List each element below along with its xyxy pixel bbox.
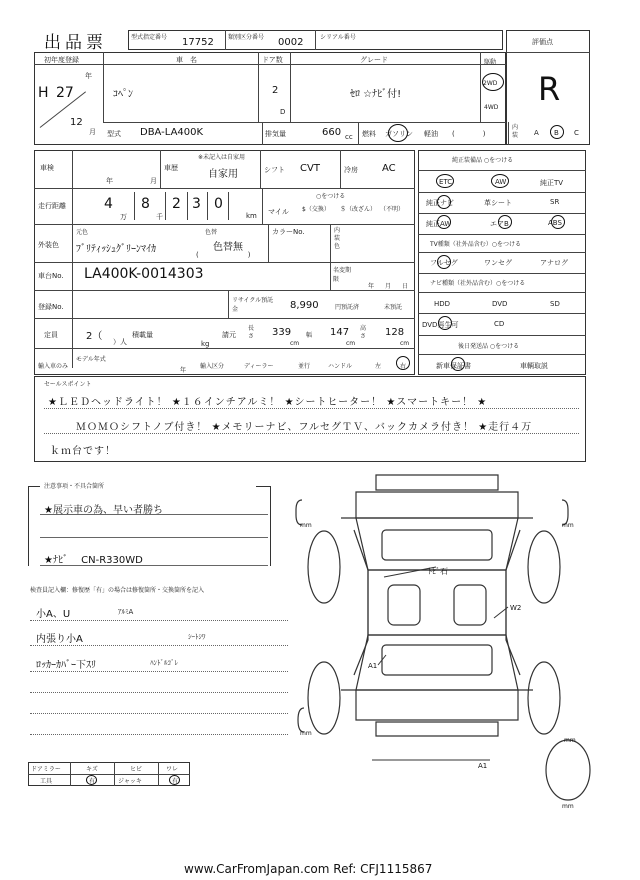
- first-reg-year: 27: [56, 85, 74, 101]
- tv-title: TV種類（社外品含む）○をつける: [430, 241, 522, 248]
- int-c: C: [574, 129, 579, 137]
- acc-mirror: ドアミラー: [31, 766, 61, 773]
- name-change-month: 月: [385, 283, 392, 290]
- model-year-unit: 年: [180, 367, 187, 374]
- drive-label: 駆動: [484, 59, 497, 66]
- navi-dvd-play: DVD再生可: [422, 321, 459, 329]
- recycle-unpaid: 未預託: [384, 304, 403, 311]
- chassis-label: 車台No.: [38, 272, 64, 280]
- wid-label: 幅: [306, 332, 313, 339]
- roof-note: ﾄﾋﾞ石: [428, 567, 448, 576]
- sales-line-1: ★ＬＥＤヘッドライト！ ★１６インチアルミ！ ★シートヒーター！ ★スマートキー！ ★: [48, 397, 488, 408]
- equip-tv: 純正TV: [540, 179, 564, 187]
- insp-line1-a: 小A、U: [36, 609, 71, 620]
- import-label: 輸入車のみ: [38, 363, 69, 370]
- class-no: 0002: [278, 37, 304, 48]
- acc-tools: 工具: [40, 778, 53, 785]
- drive-2wd: 2WD: [483, 80, 498, 87]
- acc-scratch: キズ: [86, 766, 98, 773]
- fuel-label: 燃料: [362, 130, 376, 138]
- orig-color-label: 元色: [76, 229, 89, 236]
- mileage-alt: ＄（改ざん）: [340, 206, 377, 213]
- a1-bottom-note: A1: [478, 762, 488, 770]
- int-a: A: [534, 129, 539, 137]
- sales-label: セールスポイント: [44, 381, 92, 388]
- fuel: ガソリン: [385, 130, 413, 138]
- fuel-circle: [388, 124, 408, 142]
- drive-2wd-circle: [482, 73, 504, 91]
- orig-color: ﾌﾞﾘﾃｨｯｼｭｸﾞﾘｰﾝﾏｲｶ: [76, 244, 156, 255]
- interior-label: 内装: [512, 124, 519, 139]
- year-unit: 年: [85, 72, 92, 80]
- mileage-u2: 千: [156, 213, 163, 221]
- grade: ｾﾛ ☆ﾅﾋﾞ付!: [350, 89, 402, 100]
- doors: 2: [272, 85, 279, 96]
- svg-text:mm: mm: [562, 522, 574, 529]
- equip-etc: ETC: [439, 178, 453, 186]
- notes-line-1: ★展示車の為、早い者勝ち: [44, 505, 163, 516]
- repaint-value: 色替無: [213, 242, 243, 253]
- shift-label: シフト: [264, 166, 285, 174]
- mileage-mile: マイル: [268, 208, 289, 216]
- car-name-label: 車 名: [176, 56, 197, 64]
- equip-title: 純正装備品 ○をつける: [452, 157, 514, 164]
- door-d: D: [280, 108, 286, 116]
- equip-sr: SR: [550, 198, 560, 206]
- navi-sd: SD: [550, 300, 560, 308]
- acc-jack-have: 有: [172, 778, 179, 785]
- import-dealer: ディーラー: [244, 363, 274, 370]
- svg-text:mm: mm: [300, 522, 312, 529]
- len-label: 長さ: [248, 325, 255, 340]
- mileage-d3: 2: [172, 196, 181, 212]
- chassis-value: LA400K-0014303: [84, 266, 204, 282]
- navi-title: ナビ種類（社外品含む）○をつける: [430, 280, 526, 287]
- notes-label: 注意事項・不具合箇所: [44, 483, 105, 490]
- ac-value: AC: [382, 163, 396, 174]
- shift-value: CVT: [300, 163, 320, 174]
- handle-right-circle: [396, 356, 410, 370]
- inspector-label: 検査員記入欄：修復歴「有」の場合は修復箇所・交換箇所を記入: [30, 587, 205, 594]
- use-label: 車歴: [164, 164, 178, 172]
- mileage-exch: $（交換）: [302, 206, 330, 213]
- capacity-unit: ）人: [113, 338, 127, 346]
- first-reg-month: 12: [70, 117, 83, 128]
- model-label: 型式: [107, 130, 121, 138]
- light-fuel-label: 軽油: [424, 130, 438, 138]
- int-b-circle: [550, 125, 564, 139]
- int-color-label: 内装色: [334, 227, 341, 250]
- capacity-label: 定員: [44, 331, 58, 339]
- navi-dvd: DVD: [492, 300, 508, 308]
- handle-left: 左: [375, 363, 382, 370]
- hgt-label: 高さ: [360, 325, 367, 340]
- footer-watermark: www.CarFromJapan.com Ref: CFJ1115867: [184, 862, 433, 876]
- hgt-unit: cm: [400, 340, 410, 347]
- color-label: 外装色: [38, 241, 59, 249]
- drive-4wd: 4WD: [484, 104, 499, 111]
- acc-break: ワレ: [166, 766, 179, 773]
- handle-label: ハンドル: [328, 363, 353, 370]
- disp-unit: cc: [345, 133, 353, 141]
- len-value: 339: [272, 327, 292, 338]
- score-value: R: [538, 70, 561, 108]
- mileage-u1: 万: [120, 213, 127, 221]
- mileage-label: 走行距離: [38, 202, 66, 210]
- car-name: ｺﾍﾟﾝ: [113, 89, 133, 100]
- insp-line2-a: 内張り小A: [36, 634, 83, 645]
- docs-manual: 車輌取説: [520, 362, 548, 370]
- ac-label: 冷房: [344, 166, 358, 174]
- mileage-d2: 8: [141, 196, 150, 212]
- disp: 660: [322, 127, 342, 138]
- equip-aw: AW: [495, 178, 507, 186]
- model-year-label: モデル年式: [76, 356, 106, 363]
- car-diagram: [286, 470, 592, 815]
- equip-leather: 革シート: [484, 199, 512, 207]
- load-label: 積載量: [132, 331, 153, 339]
- grade-label: グレード: [360, 56, 388, 64]
- claim-label: 請元: [222, 331, 236, 339]
- class-no-label: 類別区分番号: [228, 34, 265, 41]
- int-b: B: [554, 129, 559, 137]
- acc-jack: ジャッキ: [118, 778, 142, 785]
- recycle-value: 8,990: [290, 300, 319, 311]
- score-label: 評価点: [532, 38, 553, 46]
- len-unit: cm: [290, 340, 300, 347]
- wid-value: 147: [330, 327, 350, 338]
- wid-unit: cm: [346, 340, 356, 347]
- svg-text:mm: mm: [562, 803, 574, 810]
- name-change-year: 年: [368, 283, 375, 290]
- model: DBA-LA400K: [140, 127, 204, 138]
- docs-warranty: 新車保証書: [436, 362, 471, 370]
- doors-label: ドア数: [262, 56, 283, 64]
- docs-title: 後日発送品 ○をつける: [458, 343, 520, 350]
- svg-text:mm: mm: [300, 730, 312, 737]
- navi-cd: CD: [494, 320, 505, 328]
- use-value: 自家用: [208, 169, 238, 180]
- mileage-unit: km: [246, 212, 257, 220]
- repaint-label: 色替: [205, 229, 218, 236]
- inspection-label: 車検: [40, 164, 54, 172]
- navi-hdd: HDD: [434, 300, 451, 308]
- color-no-label: カラーNo.: [272, 228, 305, 236]
- type-no: 17752: [182, 37, 214, 48]
- notes-line-3: ★ﾅﾋﾞ CN-R330WD: [44, 555, 143, 566]
- reg-label: 登録No.: [38, 303, 64, 311]
- insp-line3-a: ﾛｯｶｰｶﾊﾞｰ下ｽﾘ: [36, 660, 96, 671]
- equip-genuine-aw: 純正AW: [426, 220, 452, 228]
- disp-label: 排気量: [265, 130, 286, 138]
- insp-line3-b: ﾊﾝﾄﾞﾙｺﾞﾚ: [150, 659, 178, 667]
- recycle-label: リサイクル預託金: [232, 297, 274, 313]
- equip-navi: 純正ナビ: [426, 199, 454, 207]
- use-note: ※未記入は自家用: [198, 154, 246, 161]
- a1-left-note: A1: [368, 662, 378, 670]
- load-unit: kg: [201, 340, 210, 348]
- insp-year-unit: 年: [106, 177, 113, 185]
- tv-oneseg: ワンセグ: [484, 259, 512, 267]
- mileage-d1: 4: [104, 196, 113, 212]
- svg-text:mm: mm: [564, 737, 576, 744]
- era: H: [38, 85, 49, 101]
- import-parallel: 並行: [298, 363, 311, 370]
- sales-line-2: ＭＯＭＯシフトノブ付き！ ★メモリーナビ、フルセグＴＶ、バックカメラ付き！ ★走行４万: [76, 422, 533, 433]
- insp-month-unit: 月: [150, 177, 157, 185]
- type-no-label: 型式指定番号: [131, 34, 168, 41]
- recycle-unit: 円預託済: [335, 304, 360, 311]
- w2-note: W2: [510, 604, 522, 612]
- hgt-value: 128: [385, 327, 405, 338]
- mileage-d5: 0: [214, 196, 223, 212]
- sales-line-3: ｋｍ台です！: [50, 446, 116, 457]
- acc-crack: ヒビ: [130, 766, 143, 773]
- import-div-label: 輸入区分: [200, 363, 225, 370]
- name-change-label: 名変期限: [333, 267, 352, 283]
- equip-airbag: エアB: [490, 220, 509, 228]
- insp-line1-b: ｱﾙﾐA: [118, 608, 134, 616]
- mileage-d4: 3: [192, 196, 201, 212]
- capacity-value: 2（: [86, 331, 103, 342]
- first-reg-label: 初年度登録: [44, 56, 79, 64]
- equip-abs: ABS: [548, 219, 562, 227]
- tv-fullseg: フルセグ: [430, 259, 458, 267]
- mileage-unknown: （不明）: [380, 206, 405, 213]
- handle-right: 右: [400, 363, 407, 370]
- insp-line2-b: ｼｰﾄｼﾜ: [188, 633, 206, 641]
- month-unit: 月: [89, 128, 96, 136]
- serial-label: シリアル番号: [320, 34, 356, 41]
- tv-analog: アナログ: [540, 259, 568, 267]
- page-title: 出品票: [44, 33, 107, 53]
- mileage-circle-note: ○をつける: [316, 193, 346, 200]
- acc-tools-have: 有: [89, 778, 96, 785]
- name-change-day: 日: [402, 283, 409, 290]
